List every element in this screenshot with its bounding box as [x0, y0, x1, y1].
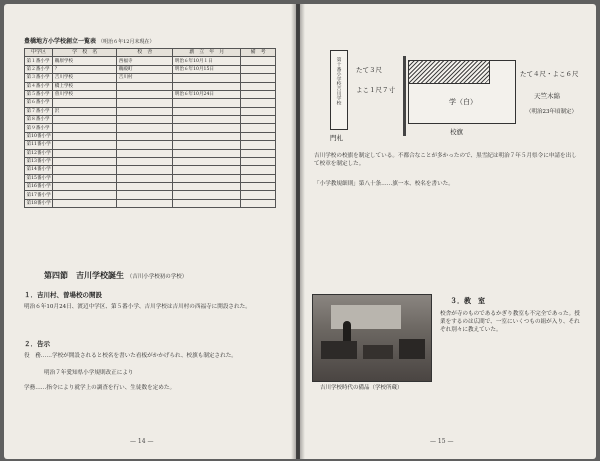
table-row	[25, 107, 276, 115]
left-page	[4, 4, 296, 459]
cell-number: 第17番小学	[26, 192, 51, 198]
cell-founded	[173, 199, 241, 207]
flag-dims-right: たて４尺・よこ６尺	[520, 70, 579, 78]
subheading-2: ２．告示	[24, 340, 50, 348]
cell-building	[117, 107, 173, 115]
cell-number: 第15番小学	[26, 175, 51, 181]
cell-founded	[173, 82, 241, 90]
section-heading	[44, 270, 187, 281]
cell-founded	[173, 99, 241, 107]
cell-founded	[173, 191, 241, 199]
book-gutter	[291, 4, 305, 459]
cell-number: 第14番小学	[26, 167, 51, 173]
cell-founded	[173, 149, 241, 157]
cell-school: 鵜原学校	[53, 57, 117, 65]
page-number-left: — 14 —	[130, 438, 154, 445]
flag-caption: 校旗	[450, 128, 463, 136]
section-note: （吉川小学校初の学校）	[126, 274, 188, 280]
cell-number: 第16番小学	[26, 184, 51, 190]
table-subtitle: （明治６年12月末現在）	[98, 39, 155, 45]
table-row	[25, 149, 276, 157]
photo-desk	[363, 345, 393, 359]
cell-notes	[241, 124, 276, 132]
right-paragraph-1: 吉川学校の校旗を制定している。不都合なことが多かったので、黒雪紀は明治７年５月県令に申請を出して校章を制定した。	[314, 153, 577, 168]
cell-building	[117, 99, 173, 107]
cell-building	[117, 174, 173, 182]
cell-founded	[173, 74, 241, 82]
paragraph-1: 明治６年10月24日、渡辺中学区、第５番小学、吉川学校は吉川村の西福寺に開設された。	[24, 304, 251, 310]
flag-material: 天竺木綿	[534, 92, 560, 100]
classroom-section-heading: ３．教 室	[450, 296, 485, 305]
flag-pole	[403, 56, 406, 136]
table-row	[25, 99, 276, 107]
classroom-photo	[312, 294, 432, 382]
cell-number: 第11番小学	[26, 142, 51, 148]
cell-founded	[173, 183, 241, 191]
cell-school: ？	[53, 65, 117, 73]
cell-notes	[241, 199, 276, 207]
paragraph-3: 明治７年愛知県小学規則改正により	[44, 370, 134, 376]
table-body	[25, 57, 276, 208]
cell-notes	[241, 132, 276, 140]
gate-nameplate-illustration	[330, 50, 348, 130]
table-caption	[24, 36, 154, 45]
cell-number: 第５番小学	[25, 90, 53, 98]
table-row	[25, 65, 276, 73]
cell-founded: 明治６年10月１日	[173, 57, 241, 65]
cell-school: 橋上学校	[53, 82, 117, 90]
cell-number: 第８番小学	[25, 116, 53, 124]
cell-building	[117, 116, 173, 124]
cell-notes	[241, 107, 276, 115]
cell-school	[53, 157, 117, 165]
cell-number: 第４番小学	[25, 82, 53, 90]
cell-founded	[173, 132, 241, 140]
cell-building	[117, 149, 173, 157]
page-number-right: — 15 —	[430, 438, 454, 445]
cell-school	[53, 183, 117, 191]
cell-number: 第６番小学	[25, 99, 53, 107]
table-row	[25, 191, 276, 199]
right-paragraph-2: 「小学教規細則」第八十条……旗一本、校名を書いた。	[314, 181, 454, 187]
table-title: 豊橋地方小学校創立一覧表	[24, 38, 97, 45]
cell-founded	[173, 141, 241, 149]
table-row	[25, 124, 276, 132]
cell-founded	[173, 166, 241, 174]
table-row	[25, 82, 276, 90]
cell-notes	[241, 90, 276, 98]
flag-dims-left: たて３尺	[356, 66, 382, 74]
cell-founded: 明治６年10月15日	[173, 65, 241, 73]
cell-founded	[173, 107, 241, 115]
flag-year: （明治23年頃制定）	[526, 109, 577, 115]
table-row	[25, 141, 276, 149]
cell-number: 第２番小学	[25, 65, 53, 73]
header-founded: 創 立 年 月	[173, 49, 241, 57]
flag-dims-left2: よこ１尺７寸	[356, 86, 395, 94]
cell-school	[53, 166, 117, 174]
cell-notes	[241, 183, 276, 191]
table-row	[25, 116, 276, 124]
header-school: 学 校 名	[53, 49, 117, 57]
cell-school	[53, 124, 117, 132]
header-building: 校 舎	[117, 49, 173, 57]
cell-school	[53, 141, 117, 149]
table-row	[25, 157, 276, 165]
cell-building	[117, 157, 173, 165]
cell-building	[117, 166, 173, 174]
cell-school	[53, 199, 117, 207]
photo-blackboard	[331, 305, 401, 329]
cell-number: 第７番小学	[25, 107, 53, 115]
cell-building: 西福寺	[117, 57, 173, 65]
photo-desk	[321, 341, 357, 359]
cell-school	[53, 149, 117, 157]
cell-founded	[173, 174, 241, 182]
cell-building	[117, 183, 173, 191]
cell-notes	[241, 57, 276, 65]
cell-number: 第13番小学	[26, 159, 51, 165]
header-district: 中学区	[25, 49, 53, 57]
cell-notes	[241, 65, 276, 73]
subheading-1: １．吉川村、曽場校の開設	[24, 291, 102, 299]
cell-school	[53, 174, 117, 182]
cell-school: 吉川学校	[53, 74, 117, 82]
cell-notes	[241, 191, 276, 199]
cell-founded	[173, 116, 241, 124]
cell-school	[53, 191, 117, 199]
cell-notes	[241, 174, 276, 182]
cell-building	[117, 141, 173, 149]
flag-stripe	[409, 61, 490, 84]
cell-founded	[173, 124, 241, 132]
cell-school: 曽川学校	[53, 90, 117, 98]
cell-notes	[241, 166, 276, 174]
right-paragraph-3: 校舎が寺のものであるかぎり教室も不完全であった。授業をするのは広間で、一室にいくつもの組が入り、それぞれ別々に教えていた。	[440, 311, 580, 334]
section-title: 第四節 吉川学校誕生	[44, 270, 124, 280]
cell-school	[53, 99, 117, 107]
cell-number: 第９番小学	[25, 124, 53, 132]
cell-notes	[241, 157, 276, 165]
table-row	[25, 166, 276, 174]
cell-notes	[241, 99, 276, 107]
cell-number: 第３番小学	[25, 74, 53, 82]
cell-number: 第18番小学	[26, 200, 51, 206]
table-row	[25, 57, 276, 65]
cell-founded	[173, 157, 241, 165]
cell-building	[117, 90, 173, 98]
paragraph-2: 役 務……学校が開設されると校名を書いた看板がかかげられ、校旗も制定された。	[24, 353, 237, 359]
photo-caption: 吉川学校時代の備品（学校所蔵）	[320, 385, 403, 391]
table-row	[25, 199, 276, 207]
table-header-row	[25, 49, 276, 57]
cell-number: 第10番小学	[26, 133, 51, 139]
paragraph-4: 学務……指令により就学上の調査を行い、生徒数を定めた。	[24, 385, 176, 391]
cell-notes	[241, 116, 276, 124]
cell-building	[117, 124, 173, 132]
flag-center-label: 学（白）	[449, 98, 477, 106]
cell-building: 鵜殿町	[117, 65, 173, 73]
cell-school	[53, 116, 117, 124]
cell-notes	[241, 141, 276, 149]
nameplate-text: 第十番小学校吉川学校	[335, 57, 341, 105]
table-row	[25, 90, 276, 98]
cell-number: 第12番小学	[26, 150, 51, 156]
cell-building	[117, 82, 173, 90]
table-row	[25, 132, 276, 140]
school-flag-illustration	[408, 60, 516, 124]
cell-notes	[241, 74, 276, 82]
cell-building	[117, 132, 173, 140]
cell-number: 第１番小学	[25, 57, 53, 65]
table-row	[25, 174, 276, 182]
cell-building: 吉川村	[117, 74, 173, 82]
cell-notes	[241, 82, 276, 90]
nameplate-caption: 門札	[330, 134, 343, 142]
cell-building	[117, 191, 173, 199]
header-notes: 備 考	[241, 49, 276, 57]
table-row	[25, 183, 276, 191]
cell-school	[53, 132, 117, 140]
right-page	[300, 4, 596, 459]
table-row	[25, 74, 276, 82]
cell-building	[117, 199, 173, 207]
cell-school: 沢	[53, 107, 117, 115]
school-roster-table	[24, 48, 276, 208]
photo-desk	[399, 339, 425, 359]
cell-founded: 明治６年10月24日	[173, 90, 241, 98]
cell-notes	[241, 149, 276, 157]
